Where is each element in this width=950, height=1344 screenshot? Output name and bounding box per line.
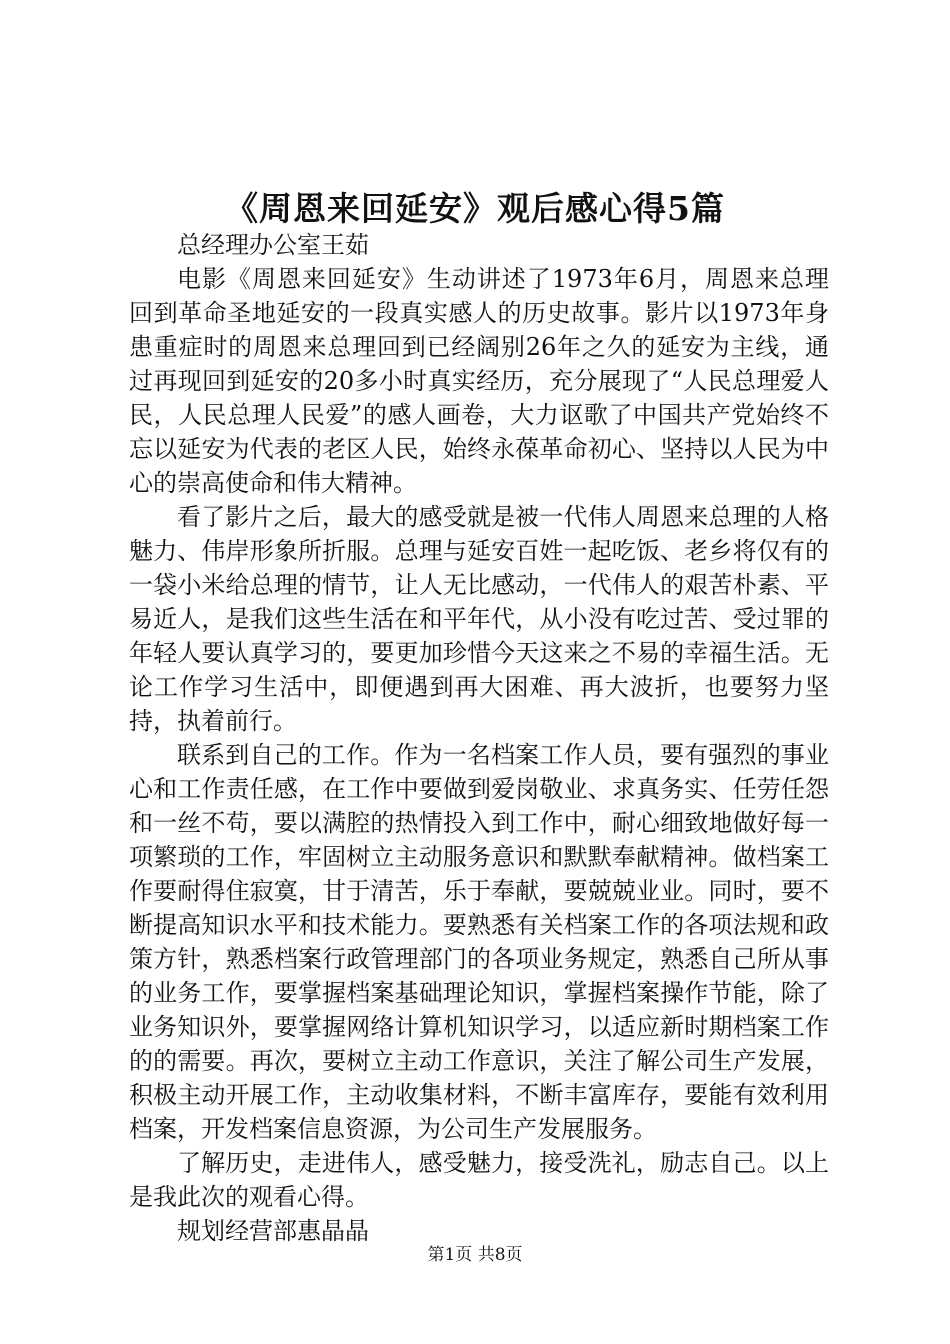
- paragraph-conclusion: 了解历史，走进伟人，感受魅力，接受洗礼，励志自己。以上是我此次的观看心得。: [129, 1149, 829, 1211]
- document-body: [129, 228, 829, 1248]
- author-line-2: 规划经营部惠晶晶: [177, 1217, 369, 1245]
- document-title: 《周恩来回延安》观后感心得5篇: [225, 189, 725, 228]
- paragraph-intro: 电影《周恩来回延安》生动讲述了1973年6月，周恩来总理回到革命圣地延安的一段真实感人的历史故事。影片以1973年身患重症时的周恩来总理回到已经阔别26年之久的延安为主线，通过再现回到延安的20多小时真实经历，充分展现了“人民总理爱人民，人民总理人民爱”的感人画卷，大力讴歌了中国共产党始终不忘以延安为代表的老区人民，始终永葆革命初心、坚持以人民为中心的崇高使命和伟大精神。: [129, 265, 829, 497]
- paragraph-feelings: 看了影片之后，最大的感受就是被一代伟人周恩来总理的人格魅力、伟岸形象所折服。总理与延安百姓一起吃饭、老乡将仅有的一袋小米给总理的情节，让人无比感动，一代伟人的艰苦朴素、平易近人，是我们这些生活在和平年代，从小没有吃过苦、受过罪的年轻人要认真学习的，要更加珍惜今天这来之不易的幸福生活。无论工作学习生活中，即便遇到再大困难、再大波折，也要努力坚持，执着前行。: [129, 503, 829, 735]
- page-number-footer: 第1页 共8页: [427, 1245, 523, 1265]
- paragraph-work: 联系到自己的工作。作为一名档案工作人员，要有强烈的事业心和工作责任感，在工作中要做到爱岗敬业、求真务实、任劳任怨和一丝不苟，要以满腔的热情投入到工作中，耐心细致地做好每一项繁琐的工作，牢固树立主动服务意识和默默奉献精神。做档案工作要耐得住寂寞，甘于清苦，乐于奉献，要兢兢业业。同时，要不断提高知识水平和技术能力。要熟悉有关档案工作的各项法规和政策方针，熟悉档案行政管理部门的各项业务规定，熟悉自己所从事的业务工作，要掌握档案基础理论知识，掌握档案操作节能，除了业务知识外，要掌握网络计算机知识学习，以适应新时期档案工作的的需要。再次，要树立主动工作意识，关注了解公司生产发展，积极主动开展工作，主动收集材料，不断丰富库存，要能有效利用档案，开发档案信息资源，为公司生产发展服务。: [129, 741, 829, 1143]
- author-line-1: 总经理办公室王茹: [177, 231, 369, 259]
